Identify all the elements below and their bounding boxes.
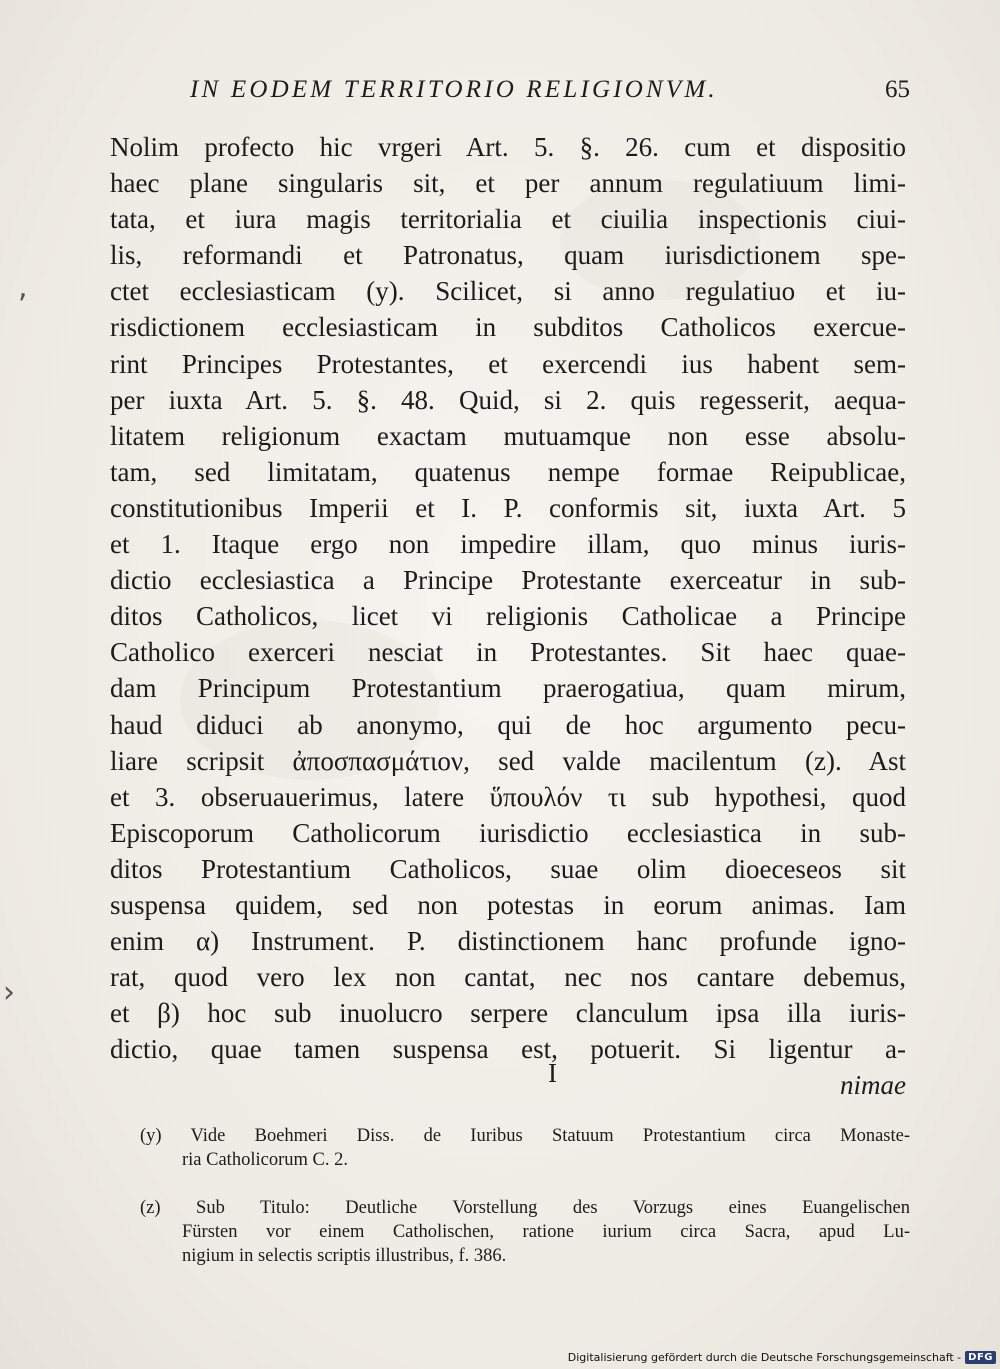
text-line: dictio ecclesiastica a Principe Protestante exerceatur in sub-	[110, 565, 906, 596]
text-line: ditos Catholicos, licet vi religionis Catholicae a Principe	[110, 601, 906, 632]
text-line: constitutionibus Imperii et I. P. conformis sit, iuxta Art. 5	[110, 492, 906, 523]
text-line: ditos Protestantium Catholicos, suae olim dioeceseos sit	[110, 853, 906, 884]
footnote-z	[140, 1196, 910, 1268]
running-head-title: IN EODEM TERRITORIO RELIGIONVM.	[190, 76, 718, 103]
text-line: enim α) Instrument. P. distinctionem hanc profunde igno-	[110, 926, 906, 957]
text-line: dictio, quae tamen suspensa est, potuerit. Si ligentur a-	[110, 1034, 906, 1065]
text-line: lis, reformandi et Patronatus, quam iurisdictionem spe-	[110, 240, 906, 271]
text-line: et 1. Itaque ergo non impedire illam, quo minus iuris-	[110, 529, 906, 560]
text-line: litatem religionum exactam mutuamque non esse absolu-	[110, 420, 906, 451]
text-line: Episcoporum Catholicorum iurisdictio ecclesiastica in sub-	[110, 817, 906, 848]
catchword: nimae	[840, 1070, 906, 1100]
footnote-line: (z) Sub Titulo: Deutliche Vorstellung des Vorzugs eines Euangelischen	[140, 1198, 910, 1218]
catch-area	[110, 1055, 906, 1100]
credit-text: Digitalisierung gefördert durch die Deutsche Forschungsgemeinschaft -	[567, 1350, 962, 1364]
digitization-credit	[568, 1349, 996, 1365]
dfg-logo-icon: DFG	[965, 1351, 996, 1364]
text-line: liare scripsit ἀποσπασμάτιον, sed valde macilentum (z). Ast	[110, 745, 906, 776]
signature-mark: I	[548, 1058, 557, 1088]
text-line: Catholico exerceri nesciat in Protestantes. Sit haec quae-	[110, 637, 906, 668]
text-line: et β) hoc sub inuolucro serpere clanculum ipsa illa iuris-	[110, 998, 906, 1029]
text-line: ctet ecclesiasticam (y). Scilicet, si anno regulatiuo et iu-	[110, 276, 906, 307]
page-number: 65	[885, 76, 910, 103]
text-line: suspensa quidem, sed non potestas in eorum animas. Iam	[110, 889, 906, 920]
text-line: rat, quod vero lex non cantat, nec nos cantare debemus,	[110, 962, 906, 993]
text-line: et 3. obseruauerimus, latere ὕπουλόν τι sub hypothesi, quod	[110, 781, 906, 812]
text-line: haec plane singularis sit, et per annum regulatiuum limi-	[110, 168, 906, 199]
main-text	[110, 129, 906, 1067]
footnote-line: (y) Vide Boehmeri Diss. de Iuribus Statuum Protestantium circa Monaste-	[140, 1126, 910, 1146]
text-line: tam, sed limitatam, quatenus nempe formae Reipublicae,	[110, 456, 906, 487]
running-head	[190, 76, 910, 104]
margin-chevron: ›	[3, 975, 15, 1010]
text-line: risdictionem ecclesiasticam in subditos Catholicos exercue-	[110, 312, 906, 343]
footnote-line: Fürsten vor einem Catholischen, ratione iurium circa Sacra, apud Lu-	[182, 1222, 910, 1242]
text-line: haud diduci ab anonymo, qui de hoc argumento pecu-	[110, 709, 906, 740]
margin-mark: ,	[18, 270, 28, 305]
text-line: dam Principum Protestantium praerogatiua, quam mirum,	[110, 673, 906, 704]
text-line: Nolim profecto hic vrgeri Art. 5. §. 26. cum et dispositio	[110, 132, 906, 162]
text-line: tata, et iura magis territorialia et ciuilia inspectionis ciui-	[110, 204, 906, 235]
text-line: per iuxta Art. 5. §. 48. Quid, si 2. quis regesserit, aequa-	[110, 384, 906, 415]
footnote-line: ria Catholicorum C. 2.	[182, 1150, 348, 1170]
text-line: rint Principes Protestantes, et exercendi ius habent sem-	[110, 348, 906, 379]
footnote-y	[140, 1124, 910, 1172]
footnote-line: nigium in selectis scriptis illustribus, f. 386.	[182, 1246, 507, 1266]
